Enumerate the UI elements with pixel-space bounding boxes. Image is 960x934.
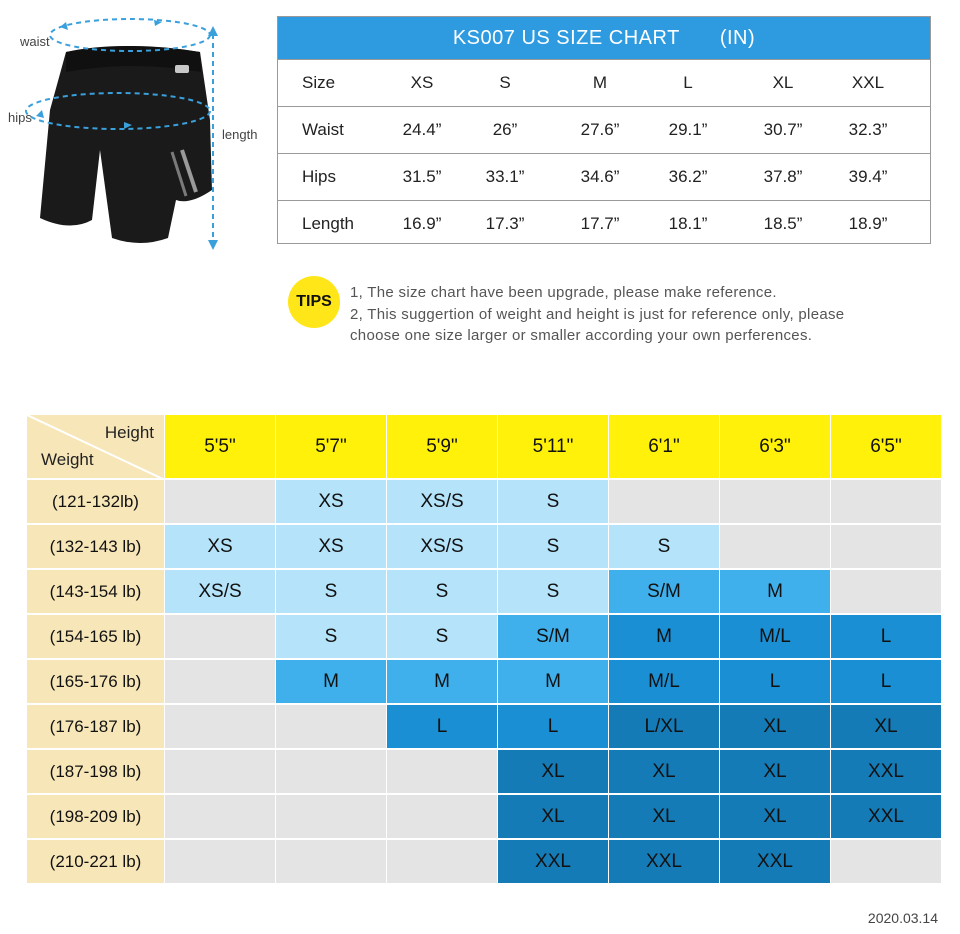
size-cell: XS [276, 525, 387, 570]
tip-line: 2, This suggertion of weight and height is just for reference only, please [350, 305, 845, 323]
value-cell: 18.1” [668, 214, 708, 233]
size-xxl: XXL [851, 73, 885, 92]
size-row-length [278, 200, 930, 247]
size-cell: XS [165, 525, 276, 570]
size-cell [720, 480, 831, 525]
weight-header: (143-154 lb) [27, 570, 165, 615]
size-row-hips [278, 153, 930, 200]
weight-header: (176-187 lb) [27, 705, 165, 750]
weight-header: (154-165 lb) [27, 615, 165, 660]
size-cell: XL [609, 795, 720, 840]
size-xs: XS [410, 73, 434, 92]
value-cell: 31.5” [402, 167, 442, 186]
value-cell: 33.1” [485, 167, 525, 186]
waist-label: waist [20, 34, 50, 49]
tips-text [350, 282, 844, 347]
size-xl: XL [772, 73, 794, 92]
size-cell: L/XL [609, 705, 720, 750]
size-cell: S/M [609, 570, 720, 615]
height-header: 5'7" [276, 415, 387, 480]
tip-line: choose one size larger or smaller according your own perferences. [350, 327, 813, 344]
size-cell [165, 660, 276, 705]
size-cell [276, 750, 387, 795]
size-row-waist [278, 106, 930, 153]
height-header: 5'5" [165, 415, 276, 480]
height-header: 5'11" [498, 415, 609, 480]
size-cell: L [831, 660, 942, 705]
size-cell [165, 615, 276, 660]
size-cell [387, 795, 498, 840]
size-cell [165, 705, 276, 750]
size-cell [720, 525, 831, 570]
size-l: L [683, 73, 693, 92]
size-cell [276, 795, 387, 840]
size-cell: M/L [609, 660, 720, 705]
tips-badge: TIPS [288, 276, 340, 328]
size-cell: M [720, 570, 831, 615]
size-cell [165, 840, 276, 885]
size-cell: XL [498, 750, 609, 795]
height-header: 6'1" [609, 415, 720, 480]
size-cell: M/L [720, 615, 831, 660]
size-cell: XXL [831, 795, 942, 840]
size-chart-unit: (IN) [719, 26, 756, 49]
tip-line: 1, The size chart have been upgrade, please make reference. [350, 284, 777, 301]
size-cell: XL [720, 795, 831, 840]
height-weight-grid [27, 415, 942, 885]
size-cell: XXL [831, 750, 942, 795]
row-label: Waist [302, 120, 344, 139]
size-cell [609, 480, 720, 525]
size-chart-title: KS007 US SIZE CHART [452, 26, 680, 49]
size-cell: XL [609, 750, 720, 795]
size-cell: XS/S [387, 525, 498, 570]
size-cell: S [387, 570, 498, 615]
size-cell [387, 750, 498, 795]
value-cell: 29.1” [668, 120, 708, 139]
size-cell [165, 795, 276, 840]
size-cell: M [498, 660, 609, 705]
size-cell [387, 840, 498, 885]
value-cell: 18.9” [848, 214, 888, 233]
size-cell [276, 705, 387, 750]
size-cell: S/M [498, 615, 609, 660]
size-cell: XXL [609, 840, 720, 885]
size-cell: S [276, 570, 387, 615]
size-chart-header [278, 17, 930, 59]
size-s: S [499, 73, 511, 92]
footer-date: 2020.03.14 [867, 910, 938, 926]
value-cell: 34.6” [580, 167, 620, 186]
weight-header: (121-132lb) [27, 480, 165, 525]
weight-header: (165-176 lb) [27, 660, 165, 705]
corner-height-label: Height [104, 423, 154, 442]
size-cell: M [609, 615, 720, 660]
size-cell [165, 750, 276, 795]
weight-header: (187-198 lb) [27, 750, 165, 795]
value-cell: 17.3” [485, 214, 525, 233]
size-cell: M [387, 660, 498, 705]
value-cell: 39.4” [848, 167, 888, 186]
size-cell [831, 480, 942, 525]
weight-header: (210-221 lb) [27, 840, 165, 885]
grid-corner [27, 415, 165, 480]
size-cell [831, 570, 942, 615]
size-row-label: Size [302, 73, 336, 92]
size-cell: S [609, 525, 720, 570]
shorts-illustration [0, 0, 270, 260]
size-cell: S [498, 570, 609, 615]
weight-header: (132-143 lb) [27, 525, 165, 570]
row-label: Length [302, 214, 354, 233]
value-cell: 26” [492, 120, 518, 139]
size-cell: M [276, 660, 387, 705]
length-label: length [222, 127, 258, 142]
size-cell [276, 840, 387, 885]
size-cell: XXL [498, 840, 609, 885]
value-cell: 37.8” [763, 167, 803, 186]
height-header: 6'5" [831, 415, 942, 480]
size-cell: XL [498, 795, 609, 840]
size-cell: XS [276, 480, 387, 525]
size-cell: XS/S [165, 570, 276, 615]
size-cell: XL [720, 705, 831, 750]
value-cell: 17.7” [580, 214, 620, 233]
size-cell: XL [831, 705, 942, 750]
value-cell: 16.9” [402, 214, 442, 233]
value-cell: 24.4” [402, 120, 442, 139]
corner-weight-label: Weight [41, 450, 94, 469]
value-cell: 30.7” [763, 120, 803, 139]
weight-header: (198-209 lb) [27, 795, 165, 840]
height-header: 5'9" [387, 415, 498, 480]
size-cell: S [387, 615, 498, 660]
size-cell: XL [720, 750, 831, 795]
size-cell: L [720, 660, 831, 705]
size-header-row [278, 59, 930, 106]
size-m: M [592, 73, 608, 92]
value-cell: 27.6” [580, 120, 620, 139]
size-cell: S [498, 525, 609, 570]
value-cell: 18.5” [763, 214, 803, 233]
size-cell: S [498, 480, 609, 525]
size-cell: L [831, 615, 942, 660]
size-cell: L [498, 705, 609, 750]
size-cell: XXL [720, 840, 831, 885]
row-label: Hips [302, 167, 337, 186]
size-cell [831, 840, 942, 885]
size-chart-table [277, 16, 931, 244]
height-header: 6'3" [720, 415, 831, 480]
size-cell: S [276, 615, 387, 660]
value-cell: 36.2” [668, 167, 708, 186]
size-cell [165, 480, 276, 525]
hips-label: hips [8, 110, 32, 125]
size-cell: L [387, 705, 498, 750]
value-cell: 32.3” [848, 120, 888, 139]
size-cell: XS/S [387, 480, 498, 525]
size-cell [831, 525, 942, 570]
